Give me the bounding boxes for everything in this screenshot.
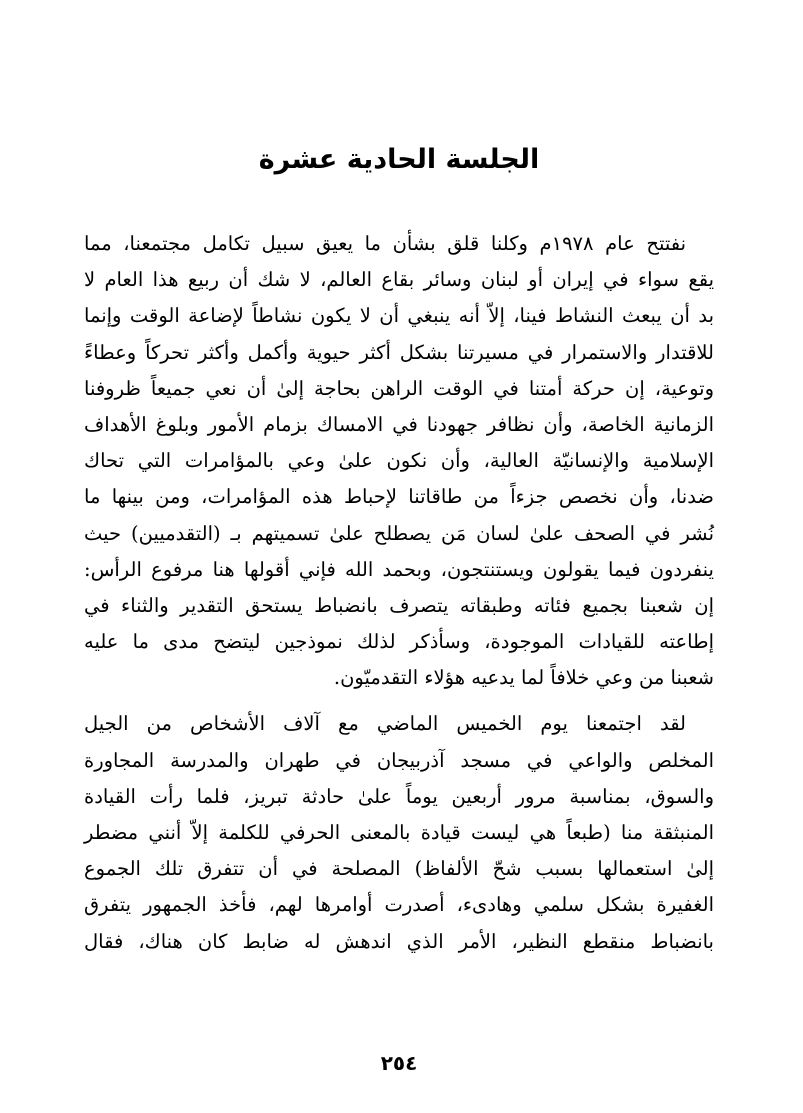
text-line: شعبنا من وعي خلافاً لما يدعيه هؤلاء التقدميّون.: [333, 666, 714, 690]
text-line: وتوعية، إن حركة أمتنا في الوقت الراهن بحاجة إلىٰ أن نعي جميعاً ظروفنا: [84, 376, 714, 400]
paragraph-2: [84, 706, 714, 959]
text-line: الزمانية الخاصة، وأن نظافر جهودنا في الامساك بزمام الأمور وبلوغ الأهداف: [84, 412, 714, 436]
body-text: [84, 226, 714, 970]
text-line: لقد اجتمعنا يوم الخميس الماضي مع آلاف الأشخاص من الجيل: [84, 712, 686, 736]
page-number: ٢٥٤: [380, 1051, 418, 1075]
text-line: ينفردون فيما يقولون ويستنتجون، وبحمد الله فإني أقولها هنا مرفوع الرأس:: [84, 557, 714, 581]
text-line: والسوق، بمناسبة مرور أربعين يوماً علىٰ حادثة تبريز، فلما رأت القيادة: [84, 784, 714, 808]
book-page: [84, 0, 714, 1113]
text-line: يقع سواء في إيران أو لبنان وسائر بقاع العالم، لا شك أن ربيع هذا العام لا: [84, 268, 714, 292]
text-line: بد أن يبعث النشاط فينا، إلاّ أنه ينبغي أن لا يكون نشاطاً لإضاعة الوقت وإنما: [84, 304, 714, 328]
text-line: المخلص والواعي في مسجد آذربيجان في طهران والمدرسة المجاورة: [84, 748, 714, 772]
text-line: المنبثقة منا (طبعاً هي ليست قيادة بالمعنى الحرفي للكلمة إلاّ أنني مضطر: [84, 821, 714, 844]
paragraph-1: [84, 226, 714, 696]
text-line: نفتتح عام ١٩٧٨م وكلنا قلق بشأن ما يعيق سبيل تكامل مجتمعنا، مما: [84, 232, 687, 255]
text-line: إلىٰ استعمالها بسبب شحّ الألفاظ) المصلحة في أن تتفرق تلك الجموع: [84, 857, 714, 881]
text-line: للاقتدار والاستمرار في مسيرتنا بشكل أكثر حيوية وأكمل وأكثر تحركاً وعطاءً: [84, 340, 714, 364]
text-line: ضدنا، وأن نخصص جزءاً من طاقاتنا لإحباط هذه المؤامرات، ومن بينها ما: [84, 485, 714, 509]
text-line: الإسلامية والإنسانيّة العالية، وأن نكون علىٰ وعي بالمؤامرات التي تحاك: [84, 449, 714, 473]
text-line: نُشر في الصحف علىٰ لسان مَن يصطلح علىٰ تسميتهم بـ (التقدميين) حيث: [84, 521, 714, 545]
text-line: إن شعبنا بجميع فئاته وطبقاته يتصرف بانضباط يستحق التقدير والثناء في: [84, 593, 714, 617]
text-line: الغفيرة بشكل سلمي وهادىء، أصدرت أوامرها لهم، فأخذ الجمهور يتفرق: [84, 893, 714, 917]
text-line: بانضباط منقطع النظير، الأمر الذي اندهش له ضابط كان هناك، فقال: [84, 929, 714, 953]
chapter-title: الجلسة الحادية عشرة: [258, 144, 540, 175]
text-line: إطاعته للقيادات الموجودة، وسأذكر لذلك نموذجين ليتضح مدى ما عليه: [84, 630, 714, 654]
